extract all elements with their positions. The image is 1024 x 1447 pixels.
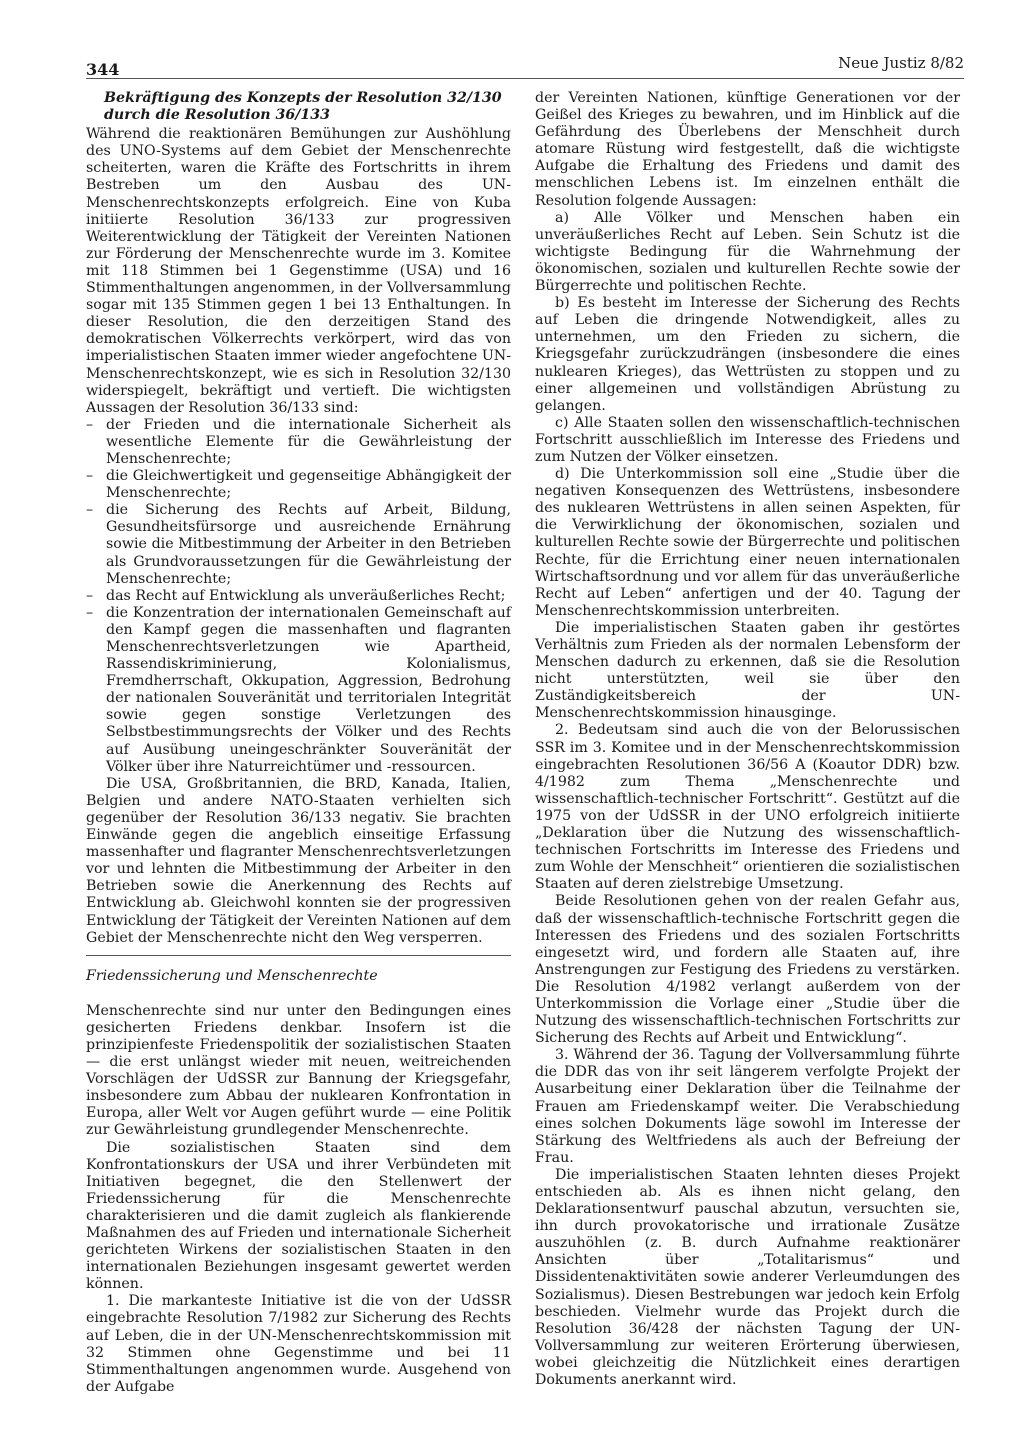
paragraph: Die imperialistischen Staaten gaben ihr gestörtes Verhältnis zum Frieden als der normalen Lebensform der Menschen dadurch zu erkennen, daß sie die Resolution nicht unterstützten, weil sie über den Zuständigkeitsbereich der UN-Menschenrechtskommission hinausginge.: [535, 619, 960, 722]
section-divider: [86, 955, 511, 956]
paragraph-item-d: d) Die Unterkommission soll eine „Studie über die negativen Konsequenzen des Wettrüstens, insbesondere des nuklearen Wettrüstens in allen seinen Aspekten, für die Verwirklichung der ökonomischen, sozialen und kulturellen Rechte sowie der Bürgerrechte und politischen Rechte, für die Errichtung einer neuen internationalen Wirtschaftsordnung und vor allem für das unveräußerliche Recht auf Leben“ anfertigen und der 40. Tagung der Menschenrechtskommission unterbreiten.: [535, 466, 960, 619]
journal-issue: Neue Justiz 8/82: [838, 54, 964, 72]
paragraph: 1. Die markanteste Initiative ist die von der UdSSR eingebrachte Resolution 7/1982 zur Sicherung des Rechts auf Leben, die in der UN-Menschenrechtskommission mit 32 Stimmen ohne Gegenstimme und bei 11 Stimmenthaltungen angenommen wurde. Ausgehend von der Aufgabe: [86, 1293, 511, 1395]
header-rule: [86, 78, 964, 79]
list-item: – die Konzentration der internationalen Gemeinschaft auf den Kampf gegen die massenhaften und flagranten Menschenrechtsverletzungen wie Apartheid, Rassendiskriminierung, Kolonialismus, Fremdherrschaft, Okkupation, Aggression, Bedrohung der nationalen Souveränität und territorialen Integrität sowie gegen sonstige Verletzungen des Selbstbestimmungsrechts der Völker und des Rechts auf Ausübung uneingeschränkter Souveränität der Völker über ihre Naturreichtümer und -ressourcen.: [86, 605, 511, 776]
paragraph: Menschenrechte sind nur unter den Bedingungen eines gesicherten Friedens denkbar. Insofern ist die prinzipienfeste Friedenspolitik der sozialistischen Staaten — die erst unlängst wieder mit neuen, weitreichenden Vorschlägen der UdSSR zur Bannung der Kriegsgefahr, insbesondere zum Abbau der nuklearen Konfrontation in Europa, aller Welt vor Augen geführt wurde — eine Politik zur Gewährleistung grundlegender Menschenrechte.: [86, 1002, 511, 1139]
paragraph: Beide Resolutionen gehen von der realen Gefahr aus, daß der wissenschaftlich-technische Fortschritt gegen die Interessen des Friedens und des sozialen Fortschritts eingesetzt wird, und fordern alle Staaten auf, ihre Anstrengungen zur Festigung des Friedens zu verstärken. Die Resolution 4/1982 verlangt außerdem von der Unterkommission die Vorlage einer „Studie über die Nutzung des wissenschaftlich-technischen Fortschritts zur Sicherung des Rechts auf Arbeit und Entwicklung“.: [535, 893, 960, 1047]
paragraph: 2. Bedeutsam sind auch die von der Belorussischen SSR im 3. Komitee und in der Menschenrechtskommission eingebrachten Resolutionen 36/56 A (Koautor DDR) bzw. 4/1982 zum Thema „Menschenrechte und wissenschaftlich-technischer Fortschritt“. Gestützt auf die 1975 von der UdSSR in der UNO erfolgreich initiierte „Deklaration über die Nutzung des wissenschaftlich-technischen Fortschritts im Interesse des Friedens und zum Wohle der Menschheit“ orientieren die sozialistischen Staaten auf deren zielstrebige Umsetzung.: [535, 722, 960, 893]
paragraph: Die sozialistischen Staaten sind dem Konfrontationskurs der USA und ihrer Verbündeten mit Initiativen begegnet, die den Stellenwert der Friedenssicherung für die Menschenrechte charakterisieren und die damit zugleich als flankierende Maßnahmen des auf Frieden und internationale Sicherheit gerichteten Wirkens der sozialistischen Staaten in den internationalen Beziehungen insgesamt gewertet werden können.: [86, 1139, 511, 1293]
paragraph: der Vereinten Nationen, künftige Generationen vor der Geißel des Krieges zu bewahren, und im Hinblick auf die Gefährdung des Überlebens der Menschheit durch atomare Rüstung wird festgestellt, daß die wichtigste Aufgabe die Erhaltung des Friedens und damit des menschlichen Lebens ist. Im einzelnen enthält die Resolution folgende Aussagen:: [535, 90, 960, 209]
right-column: [535, 90, 960, 1389]
list-item: – der Frieden und die internationale Sicherheit als wesentliche Elemente für die Gewährleistung der Menschenrechte;: [86, 417, 511, 468]
paragraph: 3. Während der 36. Tagung der Vollversammlung führte die DDR das von ihr seit längerem verfolgte Projekt der Ausarbeitung einer Deklaration über die Teilnahme der Frauen am Friedenskampf weiter. Die Verabschiedung eines solchen Dokuments läge sowohl im Interesse der Stärkung des Weltfriedens als auch der Befreiung der Frau.: [535, 1047, 960, 1166]
list-item: – die Gleichwertigkeit und gegenseitige Abhängigkeit der Menschenrechte;: [86, 468, 511, 502]
list-item: – die Sicherung des Rechts auf Arbeit, Bildung, Gesundheitsfürsorge und ausreichende Ernährung sowie die Mitbestimmung der Arbeiter in den Betrieben als Grundvoraussetzungen für die Gewährleistung der Menschenrechte;: [86, 502, 511, 587]
paragraph-item-c: c) Alle Staaten sollen den wissenschaftlich-technischen Fortschritt ausschließlich im Interesse des Friedens und zum Nutzen der Völker einsetzen.: [535, 414, 960, 465]
paragraph: Die USA, Großbritannien, die BRD, Kanada, Italien, Belgien und andere NATO-Staaten verhielten sich gegenüber der Resolution 36/133 negativ. Sie brachten Einwände gegen die angeblich einseitige Erfassung massenhafter und flagranter Menschenrechtsverletzungen vor und lehnten die Mitbestimmung der Arbeiter in den Betrieben sowie die Anerkennung des Rechts auf Entwicklung ab. Gleichwohl konnten sie der progressiven Entwicklung der Tätigkeit der Vereinten Nationen auf dem Gebiet der Menschenrechte nicht den Weg versperren.: [86, 775, 511, 946]
paragraph-item-b: b) Es besteht im Interesse der Sicherung des Rechts auf Leben die dringende Notwendigkeit, alles zu unternehmen, um den Frieden zu sichern, die Kriegsgefahr zurückzudrängen (insbesondere die eines nuklearen Krieges), das Wettrüsten zu stoppen und zu einer allgemeinen und vollständigen Abrüstung zu gelangen.: [535, 295, 960, 414]
left-column: [86, 90, 511, 1396]
page-number: 344: [86, 60, 120, 79]
paragraph: Die imperialistischen Staaten lehnten dieses Projekt entschieden ab. Als es ihnen nicht gelang, den Deklarationsentwurf pauschal abzutun, versuchten sie, ihn durch provokatorische und irrationale Zusätze auszuhöhlen (z. B. durch Aufnahme reaktionärer Ansichten über „Totalitarismus“ und Dissidentenaktivitäten sowie anderer Verleumdungen des Sozialismus). Diesen Bestrebungen war jedoch kein Erfolg beschieden. Vielmehr wurde das Projekt durch die Resolution 36/428 der nächsten Tagung der UN-Vollversammlung zur weiteren Erörterung überwiesen, wobei gleichzeitig die Nützlichkeit eines derartigen Dokuments anerkannt wird.: [535, 1166, 960, 1389]
paragraph: Während die reaktionären Bemühungen zur Aushöhlung des UNO-Systems auf dem Gebiet der Menschenrechte scheiterten, waren die Kräfte des Fortschritts in ihrem Bestreben um den Ausbau des UN-Menschenrechtskonzepts erfolgreich. Eine von Kuba initiierte Resolution 36/133 zur progressiven Weiterentwicklung der Tätigkeit der Vereinten Nationen zur Förderung der Menschenrechte wurde im 3. Komitee mit 118 Stimmen bei 1 Gegenstimme (USA) und 16 Stimmenthaltungen angenommen, in der Vollversammlung sogar mit 135 Stimmen gegen 1 bei 13 Enthaltungen. In dieser Resolution, die den derzeitigen Stand des demokratischen Völkerrechts verkörpert, wird das von imperialistischen Staaten immer wieder angefochtene UN-Menschenrechtskonzept, wie es sich in Resolution 32/130 widerspiegelt, bekräftigt und vertieft. Die wichtigsten Aussagen der Resolution 36/133 sind:: [86, 126, 511, 416]
section-heading-konzept: Bekräftigung des Konzepts der Resolution 32/130 durch die Resolution 36/133: [104, 90, 502, 124]
paragraph-item-a: a) Alle Völker und Menschen haben ein unveräußerliches Recht auf Leben. Sein Schutz ist die wichtigste Bedingung für die Wahrnehmung der ökonomischen, sozialen und kulturellen Rechte sowie der Bürgerrechte und politischen Rechte.: [535, 209, 960, 295]
list-item: – das Recht auf Entwicklung als unveräußerliches Recht;: [86, 588, 511, 605]
section-heading-frieden: Friedenssicherung und Menschenrechte: [86, 967, 378, 984]
resolution-statements-list: [86, 417, 511, 776]
